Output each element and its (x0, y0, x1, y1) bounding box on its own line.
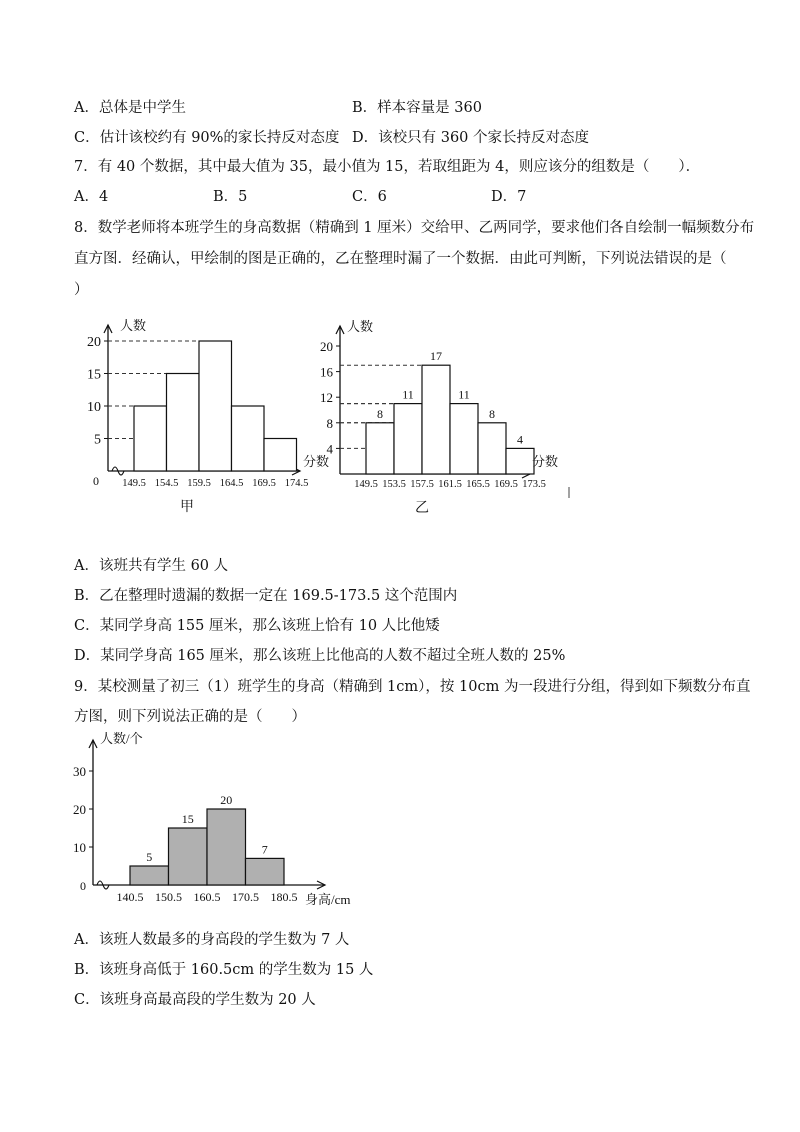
histogram-bar (169, 828, 208, 885)
x-tick-label: 169.5 (252, 478, 276, 489)
q6-option-c: C．估计该校约有 90%的家长持反对态度 (74, 130, 340, 146)
x-tick-label: 173.5 (522, 479, 546, 490)
bar-data-label: 8 (377, 406, 383, 421)
bar-data-label: 15 (181, 812, 194, 826)
y-tick-label: 30 (73, 764, 86, 779)
chart-jia-xlabel: 分数 (303, 454, 330, 469)
q7-option-a: A．4 (74, 189, 109, 205)
y-tick-label: 16 (320, 364, 333, 380)
q8-option-b: B．乙在整理时遗漏的数据一定在 169.5-173.5 这个范围内 (74, 588, 458, 604)
x-tick-label: 174.5 (284, 478, 309, 489)
q9-option-a: A．该班人数最多的身高段的学生数为 7 人 (74, 932, 350, 948)
chart-q9-ylabel: 人数/个 (100, 731, 143, 746)
y-tick-label: 8 (326, 415, 333, 431)
chart-jia-caption: 甲 (180, 500, 194, 515)
bar-data-label: 8 (489, 406, 495, 421)
bar-data-label: 11 (402, 387, 414, 402)
q9-option-c: C．该班身高最高段的学生数为 20 人 (74, 992, 316, 1008)
q7-option-c: C．6 (352, 189, 387, 205)
bar-data-label: 17 (430, 349, 442, 364)
y-tick-label: 20 (87, 335, 101, 350)
x-tick-label: 154.5 (154, 478, 179, 489)
q7-option-b: B．5 (213, 189, 248, 205)
q8-stem-line2: 直方图．经确认，甲绘制的图是正确的，乙在整理时漏了一个数据．由此可判断，下列说法错误的是（ (74, 251, 727, 267)
y-tick-label: 12 (320, 390, 333, 406)
q8-option-c: C．某同学身高 155 厘米，那么该班上恰有 10 人比他矮 (74, 618, 440, 634)
x-tick-label: 149.5 (122, 478, 146, 489)
histogram-bar (130, 866, 169, 885)
y-tick-label: 10 (87, 400, 101, 415)
chart-yi-xlabel: 分数 (532, 454, 559, 469)
q6-option-d: D．该校只有 360 个家长持反对态度 (352, 130, 590, 146)
q6-option-b: B．样本容量是 360 (352, 100, 482, 116)
bar-data-label: 20 (220, 793, 233, 807)
q9-stem-line2: 方图，则下列说法正确的是（ ） (74, 709, 306, 725)
histogram-bar (246, 858, 285, 885)
x-tick-label: 161.5 (438, 479, 462, 490)
x-tick-label: 180.5 (270, 890, 298, 904)
q7-stem: 7．有 40 个数据，其中最大值为 35，最小值为 15，若取组距为 4，则应该分的组数是（ ）． (74, 159, 701, 175)
q8-stem-line1: 8．数学老师将本班学生的身高数据（精确到 1 厘米）交给甲、乙两同学，要求他们各自绘制一幅频数分布 (74, 220, 755, 236)
x-tick-label: 140.5 (116, 890, 144, 904)
x-tick-label: 170.5 (232, 890, 259, 904)
y-tick-label: 20 (320, 339, 333, 354)
chart-jia-ylabel: 人数 (120, 318, 147, 333)
y-tick-label: 20 (73, 802, 86, 817)
y-tick-label: 15 (87, 367, 101, 383)
y-tick-label: 5 (94, 432, 101, 448)
chart-yi-caption: 乙 (415, 501, 429, 516)
bar-data-label: 7 (261, 842, 268, 857)
x-tick-label: 157.5 (410, 479, 434, 490)
q9-option-b: B．该班身高低于 160.5cm 的学生数为 15 人 (74, 962, 374, 978)
chart-q9-origin: 0 (80, 879, 86, 893)
x-tick-label: 165.5 (466, 479, 490, 490)
x-tick-label: 164.5 (219, 478, 244, 489)
q8-option-a: A．该班共有学生 60 人 (74, 558, 229, 574)
q8-stem-line3: ） (74, 282, 89, 298)
y-tick-label: 4 (326, 441, 333, 457)
bar-data-label: 11 (458, 387, 470, 402)
y-tick-label: 10 (73, 840, 86, 855)
x-tick-label: 153.5 (382, 479, 406, 490)
histogram-bar (207, 809, 246, 885)
x-tick-label: 150.5 (155, 890, 182, 904)
q7-option-d: D．7 (491, 189, 527, 205)
bar-data-label: 5 (146, 850, 153, 864)
q6-option-a: A．总体是中学生 (74, 100, 186, 116)
x-tick-label: 159.5 (187, 478, 211, 489)
x-tick-label: 160.5 (193, 890, 221, 904)
bar-data-label: 4 (517, 432, 523, 447)
chart-yi-ylabel: 人数 (347, 319, 374, 334)
q9-stem-line1: 9．某校测量了初三（1）班学生的身高（精确到 1cm），按 10cm 为一段进行分组，得到如下频数分布直 (74, 679, 751, 695)
chart-jia-origin: 0 (93, 474, 99, 488)
x-tick-label: 149.5 (354, 479, 378, 490)
x-tick-label: 169.5 (494, 479, 518, 490)
chart-q9-xlabel: 身高/cm (305, 892, 351, 907)
q8-option-d: D．某同学身高 165 厘米，那么该班上比他高的人数不超过全班人数的 25% (74, 648, 566, 664)
